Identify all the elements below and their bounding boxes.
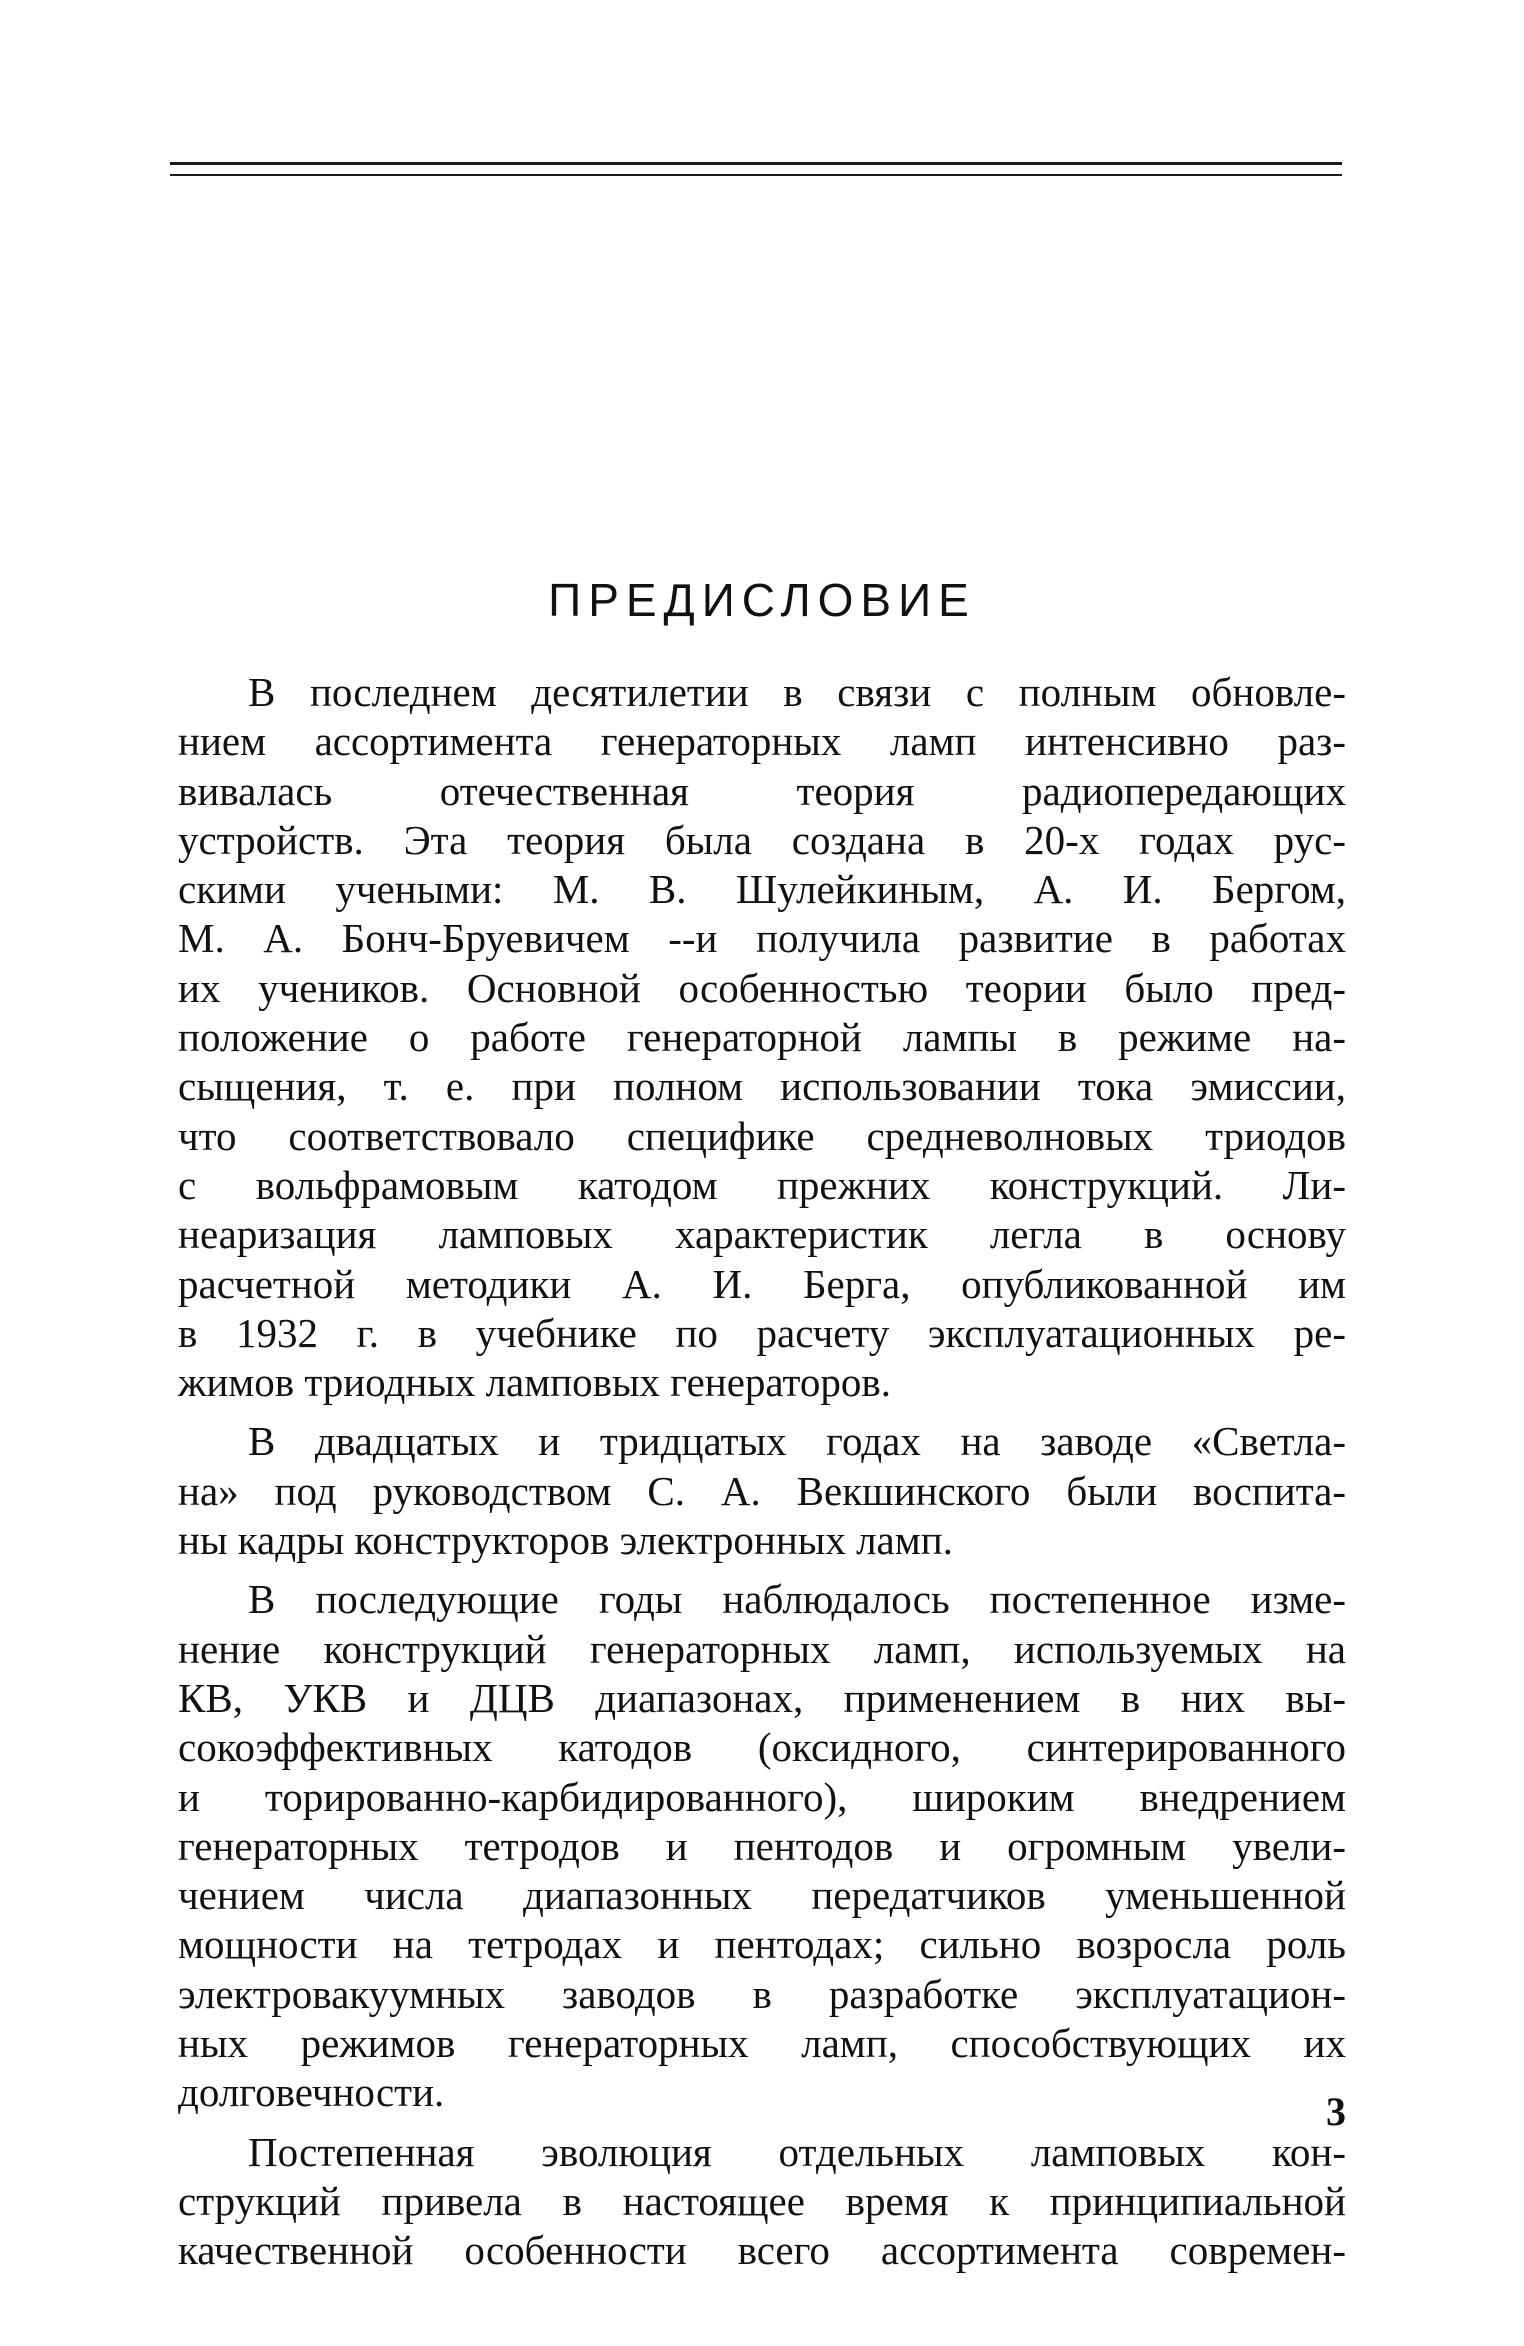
page-number: 3 [1326,2089,1346,2134]
text-line: сокоэффективных катодов (оксидного, синтерированного [178,1724,1346,1771]
text-line: и торированно-карбидированного), широким внедрением [178,1773,1346,1820]
text-line: на» под руководством С. А. Векшинского были воспита- [178,1467,1346,1514]
text-line: с вольфрамовым катодом прежних конструкций. Ли- [178,1161,1346,1208]
text-line: качественной особенности всего ассортимента современ- [178,2227,1346,2274]
text-line: В последнем десятилетии в связи с полным обновле- [248,669,1346,715]
paragraph-3 [178,1575,1346,2117]
text-line: что соответствовало специфике средневолновых триодов [178,1112,1346,1159]
header-rule-top [170,162,1342,165]
text-line: генераторных тетродов и пентодов и огромным увели- [178,1822,1346,1869]
text-line: сыщения, т. е. при полном использовании тока эмиссии, [178,1063,1346,1110]
text-line: в 1932 г. в учебнике по расчету эксплуатационных ре- [178,1309,1346,1356]
header-rule-bottom [170,174,1342,176]
text-line: нием ассортимента генераторных ламп интенсивно раз- [178,718,1346,765]
text-line: В двадцатых и тридцатых годах на заводе «Светла- [248,1418,1346,1465]
text-line: нение конструкций генераторных ламп, используемых на [178,1625,1346,1672]
paragraph-gap [178,2118,1346,2128]
text-line: расчетной методики А. И. Берга, опубликованной им [178,1260,1346,1307]
text-line: мощности на тетродах и пентодах; сильно возросла роль [178,1921,1346,1968]
body-text [178,668,1346,2276]
text-line: чением числа диапазонных передатчиков уменьшенной [178,1872,1346,1919]
paragraph-gap [178,1407,1346,1417]
text-line: Постепенная эволюция отдельных ламповых кон- [248,2128,1346,2175]
page-title: ПРЕДИСЛОВИЕ [548,574,976,626]
text-line: долговечности. [178,2069,445,2116]
text-line: КВ, УКВ и ДЦВ диапазонах, применением в них вы- [178,1674,1346,1721]
text-line: В последующие годы наблюдалось постепенное изме- [248,1576,1346,1623]
text-line: струкций привела в настоящее время к принципиальной [178,2177,1346,2224]
text-line: неаризация ламповых характеристик легла в основу [178,1211,1346,1258]
text-line: положение о работе генераторной лампы в режиме на- [178,1014,1346,1061]
text-line: М. А. Бонч-Бруевичем --и получила развитие в работах [178,915,1346,962]
text-line: устройств. Эта теория была создана в 20-х годах рус- [178,816,1346,863]
text-line: вивалась отечественная теория радиопередающих [178,767,1346,814]
paragraph-gap [178,1565,1346,1575]
text-line: их учеников. Основной особенностью теории было пред- [178,964,1346,1011]
text-line: ных режимов генераторных ламп, способствующих их [178,2020,1346,2067]
paragraph-1 [178,668,1346,1407]
text-line: скими учеными: М. В. Шулейкиным, А. И. Бергом, [178,866,1346,913]
paragraph-4 [178,2128,1346,2276]
text-line: ны кадры конструкторов электронных ламп. [178,1517,953,1564]
text-line: жимов триодных ламповых генераторов. [178,1359,892,1406]
paragraph-2 [178,1417,1346,1565]
text-line: электровакуумных заводов в разработке эксплуатацион- [178,1970,1346,2017]
